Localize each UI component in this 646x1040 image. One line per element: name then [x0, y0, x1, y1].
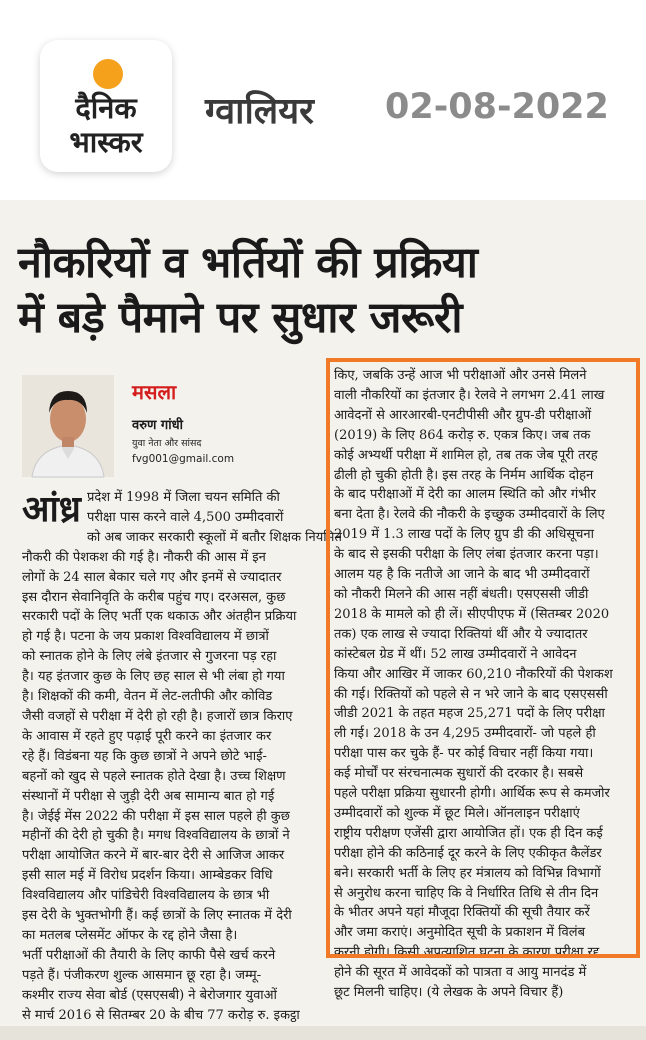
text-line: 2018 के मामले को ही लें। सीएपीएफ में (सितम्बर 2020 [334, 606, 610, 622]
text-line: ली गई। 2018 के उन 4,295 उम्मीदवारों- जो पहले ही [334, 726, 596, 742]
drop-cap: आंध्र [22, 488, 81, 530]
dainik-bhaskar-logo[interactable] [40, 40, 172, 172]
text-line: महीनों की देरी हो चुकी है। मगध विश्वविद्यालय के छात्रों ने [22, 828, 290, 844]
text-line: संस्थानों में परीक्षा से जुड़ी देरी अब सामान्य बात हो गई [22, 788, 275, 804]
text-line: कांस्टेबल ग्रेड में थीं। 52 लाख उम्मीदवारों ने आवेदन [334, 646, 577, 662]
text-line: परीक्षा आयोजित करने में बार-बार देरी से आजिज आकर [22, 848, 285, 864]
text-line: परीक्षा पास करने वाले 4,500 उम्मीदवारों [86, 509, 284, 525]
text-line: सरकारी पदों के लिए भर्ती एक थकाऊ और अंतहीन प्रक्रिया [22, 609, 297, 625]
text-line: 2019 में 1.3 लाख पदों के लिए ग्रुप डी की अधिसूचना [334, 527, 594, 543]
text-line: इस दौरान सेवानिवृति के करीब पहुंच गए। दरअसल, कुछ [22, 589, 286, 605]
text-line: होने की सूरत में आवेदकों को पात्रता व आयु मानदंड में [334, 965, 587, 981]
text-line: राष्ट्रीय परीक्षण एजेंसी द्वारा आयोजित हों। एक ही दिन कई [334, 825, 603, 841]
text-line: किए, जबकि उन्हें आज भी परीक्षाओं और उनसे मिलने [334, 368, 587, 383]
left-column [22, 488, 342, 1025]
text-line: इस देरी के भुक्तभोगी हैं। कई छात्रों के लिए स्नातक में देरी [22, 908, 292, 924]
text-line: (2019) के लिए 864 करोड़ रु. एकत्र किए। जब तक [334, 427, 591, 443]
text-line: है। जेईई मेंस 2022 की परीक्षा में इस साल पहले ही कुछ [22, 808, 290, 824]
logo-text-line2: भास्कर [69, 125, 143, 159]
edition-date: 02-08-2022 [385, 87, 609, 127]
text-line: बहनों को खुद से पहले स्नातक होते देखा है। उच्च शिक्षण [22, 768, 286, 784]
text-line: को अब जाकर सरकारी स्कूलों में बतौर शिक्षक नियमित [86, 529, 342, 545]
headline-line: में बड़े पैमाने पर सुधार जरूरी [18, 293, 463, 343]
text-line: लोगों के 24 साल बेकार चले गए और इनमें से ज्यादातर [22, 569, 282, 585]
column-tag: मसला [132, 380, 177, 404]
text-line: विश्वविद्यालय और पांडिचेरी विश्वविद्यालय के छात्र भी [22, 888, 270, 904]
text-line: के बाद परीक्षाओं में देरी का आलम स्थिति को और गंभीर [334, 487, 596, 503]
text-line: ढीली हो चुकी होती है। इस तरह के निर्मम आर्थिक दोहन [334, 467, 594, 483]
text-line: जीडी 2021 के तहत महज 25,271 पदों के लिए परीक्षा [334, 706, 605, 722]
text-line: आलम यह है कि नतीजे आ जाने के बाद भी उम्मीदवारों [334, 567, 590, 583]
text-line: बने। सरकारी भर्ती के लिए हर मंत्रालय को विभिन्न विभागों [334, 865, 601, 881]
author-portrait-icon [22, 375, 114, 477]
text-line: से मार्च 2016 से सितम्बर 20 के बीच 77 करोड़ रु. इकट्ठा [22, 1007, 300, 1023]
highlight-box [326, 358, 640, 958]
text-line: बना देता है। रेलवे की नौकरी के इच्छुक उम्मीदवारों के लिए [334, 507, 605, 523]
text-line: कश्मीर राज्य सेवा बोर्ड (एसएसबी) ने बेरोजगार युवाओं [22, 987, 277, 1003]
text-line: से अनुरोध करना चाहिए कि वे निर्धारित तिथि से तीन दिन [334, 885, 599, 901]
text-line: को स्नातक होने के लिए लंबे इंतजार से गुजरना पड़ रहा [22, 649, 277, 665]
text-line: है। शिक्षकों की कमी, वेतन में लेट-लतीफी और कोविड [22, 689, 273, 705]
text-line: रहे हैं। विडंबना यह कि कुछ छात्रों ने अपने छोटे भाई- [22, 748, 267, 764]
text-line: परीक्षा होने की कठिनाई दूर करने के लिए एकीकृत कैलेंडर [334, 845, 602, 861]
text-line: पहले परीक्षा प्रक्रिया सुधारनी होगी। आर्थिक रूप से कमजोर [334, 786, 610, 802]
logo-sun-icon [93, 59, 123, 89]
page-header [0, 0, 646, 200]
text-line: कोई अभ्यर्थी परीक्षा में शामिल हो, तब तक जेब पूरी तरह [334, 447, 598, 463]
text-line: को नौकरी मिलने की आस नहीं बंधती। एसएससी जीडी [334, 586, 589, 602]
text-line: और जमा कराएं। अनुमोदित सूची के प्रकाशन में विलंब [334, 925, 586, 941]
article-headline [18, 236, 628, 346]
text-line: वाली नौकरियों का इंतजार है। रेलवे ने लगभग 2.41 लाख [334, 387, 605, 403]
text-line: के बाद से इसकी परीक्षा के लिए लंबा इंतजार करना पड़ा। [334, 547, 599, 563]
author-role: युवा नेता और सांसद [132, 438, 202, 449]
author-name: वरुण गांधी [132, 418, 183, 433]
text-line: आवेदनों से आरआरबी-एनटीपीसी और ग्रुप-डी परीक्षाओं [334, 407, 592, 423]
author-photo [22, 375, 114, 477]
text-line: के आवास में रहते हुए पढ़ाई पूरी करने का इंतजार कर [22, 728, 272, 744]
text-line: हो गई है। पटना के जय प्रकाश विश्वविद्यालय में छात्रों [22, 629, 269, 645]
author-byline [120, 374, 325, 465]
text-line: पड़ते हैं। पंजीकरण शुल्क आसमान छू रहा है। जम्मू- [22, 967, 262, 983]
text-line: प्रदेश में 1998 में जिला चयन समिति की [86, 490, 280, 505]
text-line: परीक्षा पास कर चुके हैं- पर कोई विचार नहीं किया गया। [334, 746, 594, 762]
text-line: उम्मीदवारों को शुल्क में छूट मिले। ऑनलाइन परीक्षाएं [334, 805, 580, 821]
text-line: करनी होगी। किसी अप्रत्याशित घटना के कारण परीक्षा रद्द [334, 945, 600, 961]
author-email[interactable]: fvg001@gmail.com [132, 453, 235, 465]
footer-strip [0, 1026, 646, 1040]
text-line: भर्ती परीक्षाओं की तैयारी के लिए काफी पैसे खर्च करने [22, 947, 276, 963]
logo-text-line1: दैनिक [75, 91, 137, 125]
headline-line: नौकरियों व भर्तियों की प्रक्रिया [18, 238, 478, 288]
text-line: जैसी वजहों से परीक्षा में देरी हो रही है। हजारों छात्र किराए [22, 708, 293, 724]
text-line: के भीतर अपने यहां मौजूदा रिक्तियों की सूची तैयार करें [334, 905, 590, 921]
text-line: इसी साल मई में विरोध प्रदर्शन किया। आम्बेडकर विधि [22, 868, 273, 884]
text-line: छूट मिलनी चाहिए। (ये लेखक के अपने विचार हैं) [334, 985, 564, 1001]
text-line: कई मोर्चों पर संरचनात्मक सुधारों की दरकार है। सबसे [334, 766, 584, 782]
text-line: किया और आखिर में जाकर 60,210 नौकरियों की पेशकश [334, 666, 613, 682]
text-line: नौकरी की पेशकश की गई है। नौकरी की आस में इन [22, 549, 266, 565]
text-line: की गई। रिक्तियों को पहले से न भरे जाने के बाद एसएससी [334, 686, 608, 702]
text-line: का मतलब प्लेसमेंट ऑफर के रद्द होने जैसा है। [22, 927, 238, 943]
text-line: है। यह इंतजार कुछ के लिए छह साल से भी लंबा हो गया [22, 669, 285, 685]
edition-city: ग्वालियर [205, 91, 314, 132]
text-line: तक) एक लाख से ज्यादा रिक्तियां थीं और ये ज्यादातर [334, 626, 588, 642]
